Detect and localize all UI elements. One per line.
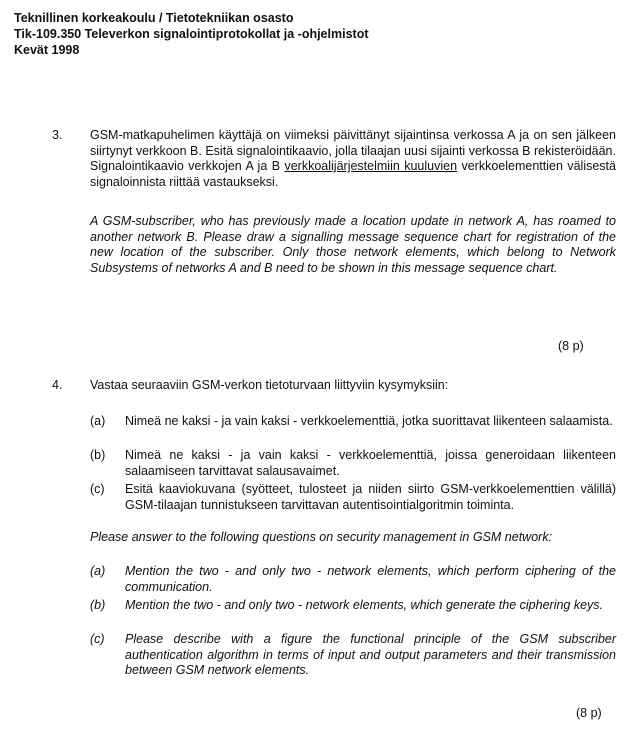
question-4-english-intro: Please answer to the following questions on security management in GSM network:: [90, 530, 553, 544]
item-label: (c): [90, 482, 105, 496]
question-3-finnish-underlined: verkkoalijärjestelmiin kuuluvien: [284, 159, 458, 173]
item-label: (a): [90, 414, 106, 428]
item-label: (b): [90, 448, 106, 462]
question-4-en-item-b: [90, 598, 616, 630]
question-4-en-item-a: [90, 564, 616, 596]
question-4-points: (8 p): [576, 706, 602, 720]
item-text: Please describe with a figure the functional principle of the GSM subscriber authentication algorithm in terms of input and output parameters and their transmission between GSM network elements.: [125, 632, 616, 677]
question-3-points: (8 p): [558, 339, 584, 353]
item-text: Esitä kaaviokuvana (syötteet, tulosteet ja niiden siirto GSM-verkkoelementtien välillä) GSM-tilaajan tunnistukseen tarvittavan autentisointialgoritmin toiminta.: [125, 482, 616, 512]
question-4-fi-item-b: [90, 448, 616, 480]
item-label: (a): [90, 564, 106, 578]
question-4-fi-item-c: [90, 482, 616, 514]
question-4-fi-item-a: [90, 414, 616, 446]
header-university: Teknillinen korkeakoulu / Tietotekniikan osasto: [14, 11, 294, 25]
question-4-en-item-c: [90, 632, 616, 680]
document-header: [14, 10, 369, 58]
item-text: Mention the two - and only two - network elements, which perform ciphering of the communication.: [125, 564, 616, 594]
item-text: Nimeä ne kaksi - ja vain kaksi - verkkoelementtiä, joissa generoidaan liikenteen salaamiseen tarvittavat salausavaimet.: [125, 448, 616, 478]
item-text: Mention the two - and only two - network elements, which generate the ciphering keys.: [125, 598, 604, 612]
question-3-finnish: [90, 128, 616, 190]
item-text: Nimeä ne kaksi - ja vain kaksi - verkkoelementtiä, jotka suorittavat liikenteen salaamista.: [125, 414, 613, 428]
question-3-finnish-text-end: verkkoelementtien välisestä signaloinnista riittää vastaukseksi.: [90, 159, 616, 189]
item-label: (c): [90, 632, 105, 646]
question-3-english: A GSM-subscriber, who has previously made a location update in network A, has roamed to another network B. Please draw a signalling message sequence chart for registration of the new location of the subscriber. Only those network elements, which belong to Network Subsystems of networks A and B need to be shown in this message sequence chart.: [90, 214, 616, 275]
header-course: Tik-109.350 Televerkon signalointiprotokollat ja -ohjelmistot: [14, 27, 369, 41]
question-4-intro: Vastaa seuraaviin GSM-verkon tietoturvaan liittyviin kysymyksiin:: [90, 378, 449, 392]
header-term: Kevät 1998: [14, 43, 80, 57]
question-3-finnish-text: GSM-matkapuhelimen käyttäjä on viimeksi päivittänyt sijaintinsa verkossa A ja on sen jälkeen siirtynyt verkkoon B. Esitä signalointikaavio, jolla tilaajan uusi sijainti verkossa B rekisteröidään. Signalointikaavio verkkojen A ja B: [90, 128, 616, 173]
question-3-number: 3.: [52, 128, 63, 142]
item-label: (b): [90, 598, 106, 612]
question-4-number: 4.: [52, 378, 63, 392]
